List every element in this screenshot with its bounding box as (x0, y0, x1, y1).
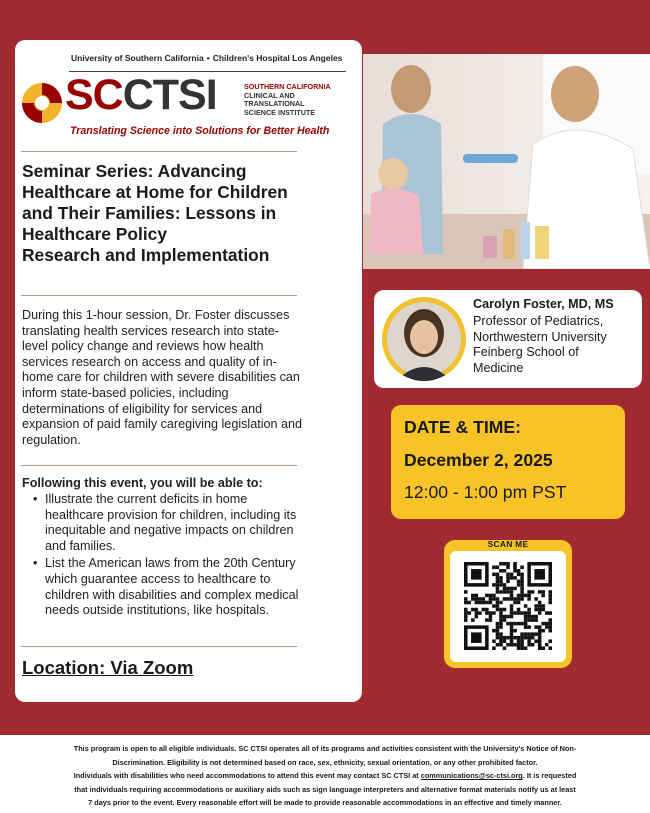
footer-line: that individuals requiring accommodations or auxiliary aids such as sign language interpreters and alternative format materials notify us at least (74, 784, 576, 794)
footer-text: Individuals with disabilities who need accommodations to attend this event may contact SC CTSI at (73, 771, 421, 781)
divider (21, 151, 297, 152)
title-line: Healthcare Policy (22, 224, 167, 244)
footer-line: 7 days prior to the event. Every reasonable effort will be made to provide reasonable accommodations in an effective and timely manner. (88, 798, 562, 808)
logo-subtitle (244, 83, 354, 117)
description-line: inform state-based policies, including (22, 385, 229, 400)
tagline: Translating Science into Solutions for Better Health (70, 125, 330, 137)
objective-line: which guarantee access to healthcare to (45, 571, 271, 586)
date-time-card (391, 405, 625, 519)
date-heading: DATE & TIME: (404, 417, 521, 437)
footer-line: This program is open to all eligible individuals. SC CTSI operates all of its programs and activities consistent with the University's Notice of Non- (73, 744, 577, 753)
logo-sub-line-2: CLINICAL AND (244, 90, 295, 100)
title-line: Healthcare at Home for Children (22, 182, 288, 202)
scctsi-pinwheel-logo-icon (20, 81, 64, 125)
affiliation-separator: • (206, 53, 210, 63)
description-line: determinations of eligibility for services and (22, 401, 263, 416)
affiliation-usc: University of Southern California (71, 53, 204, 63)
title-line: Seminar Series: Advancing (22, 161, 247, 181)
qr-code-icon (464, 559, 552, 654)
title-line: Research and Implementation (22, 245, 270, 265)
objectives-list (33, 492, 355, 621)
logo-sub-line-1: SOUTHERN CALIFORNIA (244, 82, 331, 91)
session-description (22, 308, 358, 448)
affiliation-chla: Children's Hospital Los Angeles (212, 53, 343, 63)
objective-line: • Illustrate the current deficits in home (45, 492, 248, 506)
description-line: expansion of paid family caregiving legislation and (22, 417, 303, 432)
footer-text: . It is requested (522, 771, 577, 781)
pediatric-care-photo (363, 54, 650, 269)
event-time: 12:00 - 1:00 pm PST (404, 482, 567, 502)
footer-line (0, 769, 650, 783)
speaker-title-line: Feinberg School of (473, 345, 579, 360)
contact-email-link[interactable]: communications@sc-ctsi.org (420, 771, 523, 781)
speaker-title-line: Northwestern University (473, 329, 607, 344)
objective-line: healthcare provision for children, including its (45, 507, 297, 522)
info-card (15, 40, 362, 702)
seminar-title (22, 161, 352, 266)
divider (21, 646, 297, 647)
objective-line: and families. (45, 538, 116, 553)
speaker-portrait-icon (382, 297, 466, 381)
speaker-title (473, 314, 641, 376)
logo-sc: SC (65, 71, 123, 119)
description-line: During this 1-hour session, Dr. Foster discusses (22, 308, 290, 322)
objectives-heading: Following this event, you will be able to: (22, 476, 263, 490)
objective-line: • List the American laws from the 20th Century (45, 556, 296, 571)
scan-me-label: SCAN ME (487, 539, 529, 549)
speaker-headshot (382, 297, 466, 381)
affiliation-line (71, 53, 342, 63)
divider (21, 295, 297, 296)
objective-item (33, 492, 355, 554)
description-line: services research on access and quality of in- (22, 354, 277, 369)
description-line: home care for children with severe disabilities can (22, 370, 300, 385)
logo-sub-line-4: SCIENCE INSTITUTE (244, 107, 316, 117)
qr-code-frame[interactable] (444, 540, 572, 668)
speaker-name: Carolyn Foster, MD, MS (473, 297, 614, 311)
objective-line: needs outside institutions, like hospitals. (45, 603, 270, 618)
footer-line: Discrimination. Eligibility is not determined based on race, sex, ethnicity, sexual orientation, or any other prohibited factor. (112, 757, 538, 767)
location-link[interactable]: Location: Via Zoom (22, 657, 194, 678)
objective-item (33, 556, 355, 618)
scctsi-wordmark (65, 71, 217, 119)
objective-line: inequitable and negative impacts on children (45, 523, 294, 538)
footer-notice (0, 735, 650, 813)
qr-code-panel (450, 551, 566, 662)
description-line: level policy change and reviews how health (22, 339, 264, 354)
objective-line: children with disabilities and complex medical (45, 587, 299, 602)
description-line: translating health services research into state- (22, 323, 279, 338)
speaker-title-line: Professor of Pediatrics, (473, 314, 604, 328)
title-line: and Their Families: Lessons in (22, 203, 277, 223)
divider (21, 465, 297, 466)
description-line: regulation. (22, 432, 81, 447)
speaker-card (374, 290, 642, 388)
logo-ctsi: CTSI (122, 71, 217, 119)
speaker-title-line: Medicine (473, 360, 524, 375)
event-date: December 2, 2025 (404, 450, 553, 470)
logo-sub-line-3: TRANSLATIONAL (244, 99, 305, 109)
